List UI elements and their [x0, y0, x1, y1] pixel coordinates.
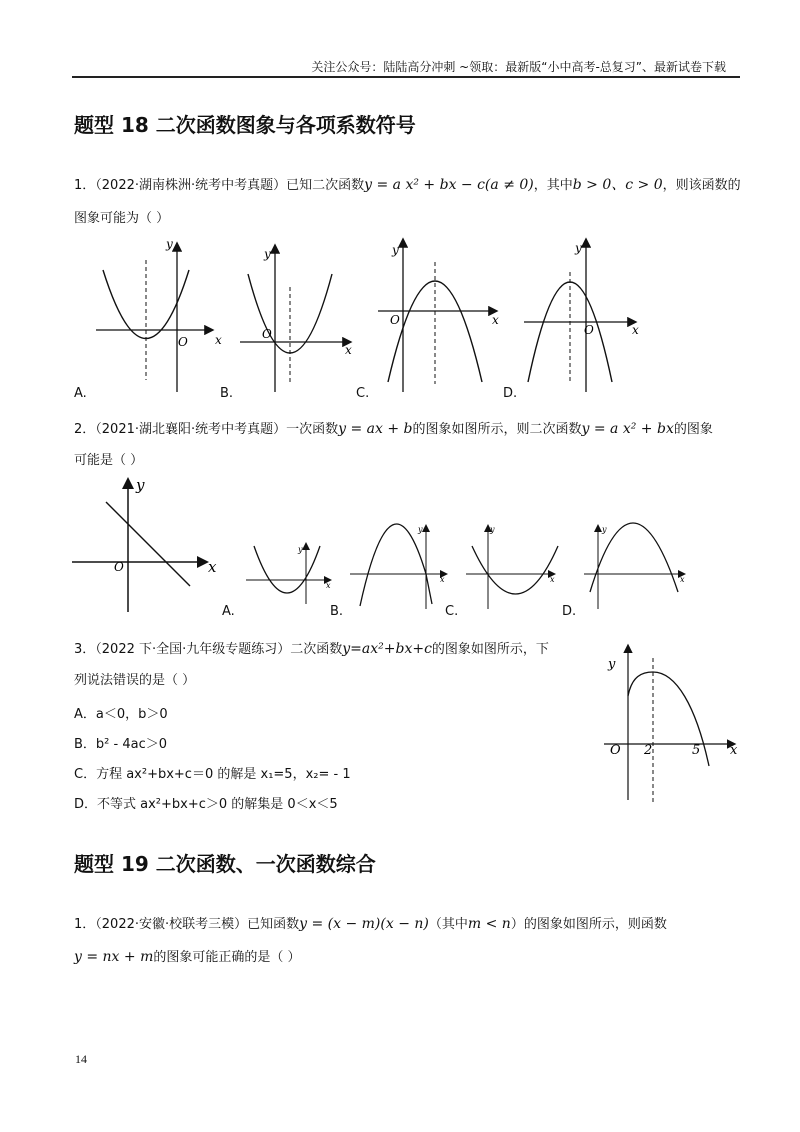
q18-1-graph-a	[96, 237, 222, 392]
q18-2-graphs	[68, 474, 708, 616]
q3-tick-5: 5	[692, 743, 701, 758]
q3-tick-2: 2	[644, 743, 653, 758]
q18-1-option-a: A.	[74, 386, 87, 401]
graph-b-origin: O	[262, 327, 272, 341]
q19-1-formula2: y = nx + m	[74, 949, 154, 965]
q18-1-formula: y = a x² + bx − c(a ≠ 0)	[364, 177, 534, 193]
graph-d-origin: O	[584, 323, 594, 337]
section-19-title: 题型 19 二次函数、一次函数综合	[74, 852, 376, 876]
q18-2-graph-d	[584, 523, 685, 609]
q18-1-line1: 1．（2022·湖南株洲·统考中考真题）已知二次函数y = a x² + bx − c(a ≠ 0)，其中b > 0、c > 0，则该函数的	[74, 177, 741, 193]
header-rule	[72, 76, 740, 78]
q18-1-condition: b > 0、c > 0	[572, 177, 663, 193]
q19-1-condition: m < n	[467, 916, 511, 932]
q18-2-line2: 可能是（ ）	[74, 453, 144, 468]
q18-2-graph-c	[466, 525, 558, 609]
graph-c-origin: O	[390, 313, 400, 327]
linear-y-label: y	[136, 476, 145, 494]
q19-1-formula: y = (x − m)(x − n)	[299, 916, 429, 932]
page-header: 关注公众号：陆陆高分冲刺 ~领取：最新版“小中高考-总复习”、最新试卷下载	[311, 60, 726, 74]
svg-text:x: x	[440, 575, 445, 584]
q18-3-option-a: A．a＜0，b＞0	[74, 707, 168, 722]
q18-3-line2: 列说法错误的是（ ）	[74, 673, 196, 688]
q18-1-graph-b	[240, 246, 352, 392]
svg-text:y: y	[490, 525, 495, 534]
q3-y-label: y	[608, 657, 616, 672]
graph-b-x-label: x	[345, 343, 352, 357]
graph-a-y-label: y	[166, 237, 173, 251]
svg-text:y: y	[602, 525, 607, 534]
q3-origin: O	[610, 743, 621, 758]
q18-2-formula1: y = ax + b	[338, 421, 413, 437]
q18-2-option-c: C.	[445, 604, 459, 619]
svg-text:x: x	[550, 575, 555, 584]
svg-text:y: y	[298, 545, 303, 554]
svg-text:x: x	[680, 575, 685, 584]
q18-1-option-d: D.	[503, 386, 518, 401]
page-number: 14	[75, 1052, 87, 1066]
q18-1-graph-c	[378, 240, 499, 392]
q18-1-option-c: C.	[356, 386, 370, 401]
graph-a-x-label: x	[215, 333, 222, 347]
q18-1-line2: 图象可能为（ ）	[74, 211, 170, 226]
q18-3-graph	[598, 640, 748, 806]
graph-a-origin: O	[178, 335, 188, 349]
q18-3-option-d: D．不等式 ax²+bx+c＞0 的解集是 0＜x＜5	[74, 797, 338, 812]
q18-2-formula2: y = a x² + bx	[581, 421, 674, 437]
graph-c-x-label: x	[492, 313, 499, 327]
q18-1-option-b: B.	[220, 386, 234, 401]
q18-2-graph-a	[246, 544, 331, 604]
graph-b-y-label: y	[264, 247, 271, 261]
graph-c-y-label: y	[392, 243, 399, 257]
q18-3-option-c: C．方程 ax²+bx+c＝0 的解是 x₁=5，x₂= - 1	[74, 767, 351, 782]
q18-2-line1: 2．（2021·湖北襄阳·统考中考真题）一次函数y = ax + b的图象如图所示，则二次函数y = a x² + bx的图象	[74, 421, 713, 437]
section-18-title: 题型 18 二次函数图象与各项系数符号	[74, 113, 416, 137]
svg-text:x: x	[326, 581, 331, 590]
q19-1-line1: 1．（2022·安徽·校联考三模）已知函数y = (x − m)(x − n)（其中m < n）的图象如图所示，则函数	[74, 916, 667, 932]
svg-text:y: y	[418, 525, 423, 534]
q18-3-formula: y=ax²+bx+c	[342, 641, 432, 657]
q3-x-label: x	[730, 743, 738, 758]
q18-2-linear-graph	[72, 476, 217, 612]
graph-d-y-label: y	[575, 241, 582, 255]
q18-2-option-b: B.	[330, 604, 344, 619]
q18-2-option-a: A.	[222, 604, 235, 619]
q18-1-graph-d	[524, 240, 639, 392]
q18-1-graphs	[70, 232, 740, 402]
q18-2-option-d: D.	[562, 604, 577, 619]
linear-x-label: x	[208, 558, 217, 576]
linear-origin: O	[114, 560, 124, 574]
q18-2-graph-b	[350, 524, 446, 609]
q18-3-line1: 3．（2022 下·全国·九年级专题练习）二次函数y=ax²+bx+c的图象如图所示，下	[74, 641, 549, 657]
q18-3-option-b: B．b² - 4ac＞0	[74, 737, 167, 752]
q19-1-line2: y = nx + m的图象可能正确的是（ ）	[74, 949, 301, 965]
graph-d-x-label: x	[632, 323, 639, 337]
